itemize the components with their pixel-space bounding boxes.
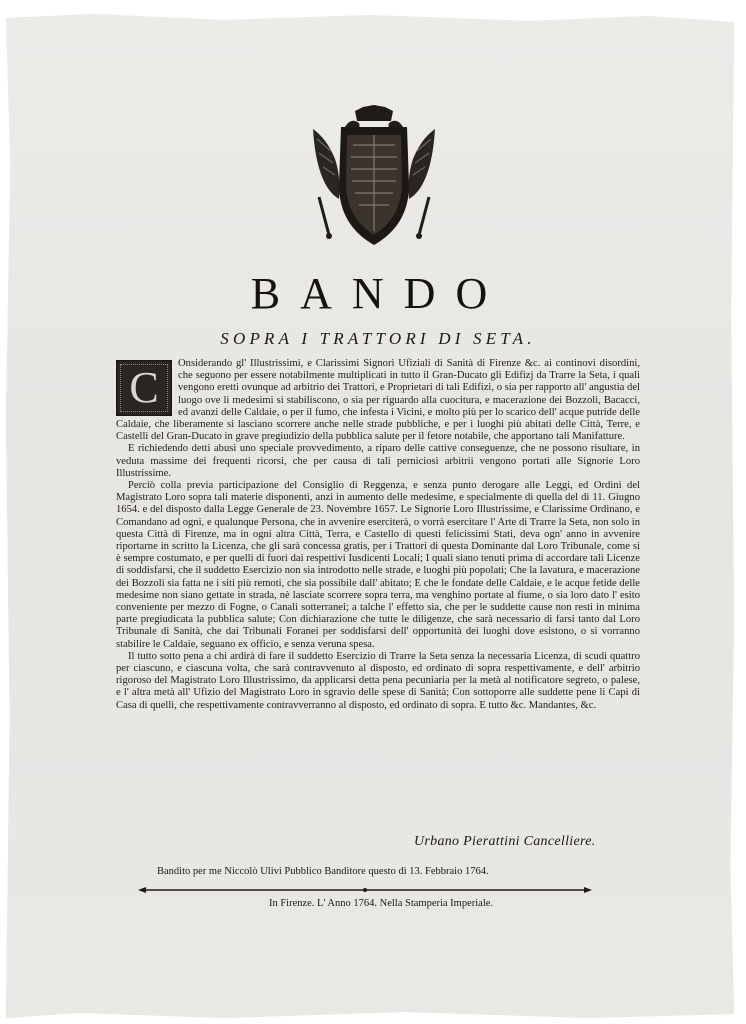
decorated-initial xyxy=(116,360,172,416)
proclamation-title: BANDO xyxy=(250,269,508,318)
initial-letter: C xyxy=(129,363,159,412)
proclamation-body xyxy=(116,358,640,712)
paragraph-richiedendo: E richiedendo detti abusi uno speciale provvedimento, a riparo delle cattive conseguenze, che ne possono risultare, in veduta massime dei frequenti ricorsi, che per causa di tali perniciosi arbitrii vengono portati alle Signorie Loro Illustrissime. xyxy=(116,443,640,479)
proclaimer-line: Bandito per me Niccolò Ulivi Pubblico Banditore questo dì 13. Febbraio 1764. xyxy=(157,866,489,877)
coat-of-arms-emblem xyxy=(305,105,443,250)
proclamation-subtitle: SOPRA I TRATTORI DI SETA. xyxy=(220,329,536,348)
paragraph-percio: Perciò colla previa participazione del Consiglio di Reggenza, e senza punto derogare alle Leggi, ed Ordini del Magistrato Loro sopra tali materie disponenti, anzi in aumento delle medesime, e specialmente di quella del dì 11. Giugno 1654. e del disposto dalla Legge Generale de 23. Novembre 1657. Le Signorie Loro Illustrissime, e Clarissime Ordinano, e Comandano ad ogni, e qualunque Persona, che in avvenire eserciterà, o vorrà esercitare l' Arte di Trarre la Seta, non solo in questa Città di Firenze, ma in ogni altra Città, Terra, e Castello di questi felicissimi Stati, deva ogn' anno in avvenire riportarne in scritto la Licenza, che gli sarà concessa gratis, per i Trattori di questa Dominante dal Loro Tribunale, come si è sempre costumato, e per quelli di fuori dai respettivi Iusdicenti Locali; I quali siano tenuti prima di accordare tali Licenze di soddisfarsi, che il suddetto Esercizio non sia introdotto nelle strade, e luoghi più popolati; Che la lavatura, e macerazione dei Bozzoli sia fatta ne i siti più remoti, che sia possibile dall' abitato; E che le fondate delle Caldaie, e le acque fetide delle medesime non siano gettate in strada, nè lasciate scorrere sopra terra, ma venghino portate al fiume, o sia loro dato l' esito conveniente per mezzo di Fogne, o Canali sotterranei; a talche l' effetto sia, che per le suddette cause non resti in minima parte pregiudicata la pubblica salute; Con dichiarazione che tutte le diligenze, che sarà necessario di farsi tanto dal Loro Tribunale di Sanità, che dai Tribunali Foranei per soddisfarsi dell' opportunità dei luoghi dove esistono, o si vorranno stabilire le Caldaie, seguano ex officio, e senza veruna spesa. xyxy=(116,480,640,650)
chancellor-signature: Urbano Pierattini Cancelliere. xyxy=(414,834,596,849)
paragraph-considerando: Onsiderando gl' Illustrissimi, e Clarissimi Signori Ufiziali di Sanità di Firenze &c. ai continovi disordini, che seguono per essere notabilmente multiplicati in tutto il Gran-Ducato gli Edifizj da Trarre la Seta, i quali vengono eretti ovunque ad arbitrio dei Trattori, e Proprietari di tali Edifizi, o sia per rapporto all' angustia del luogo ove li medesimi si stabiliscono, o sia per riguardo alla cuocitura, e macerazione dei Bozzoli, Bacacci, ed avanzi delle Caldaie, o per il fumo, che infesta i Vicini, e molto più per lo scarico dell' acque putride delle Caldaie, che liberamente si lasciano scorrere anche nelle strade pubbliche, e per i luoghi più abitati delle Città, Terre, e Castelli del Gran-Ducato in grave pregiudizio della pubblica salute per il fetore notabile, che apportano tali Manifatture. xyxy=(116,358,640,443)
decorative-rule xyxy=(138,886,592,894)
paragraph-penalty: Il tutto sotto pena a chi ardirà di fare il suddetto Esercizio di Trarre la Seta senza la necessaria Licenza, di scudi quattro per ciascuno, e ciascuna volta, che sarà contravvenuto al disposto, ed ordinato di sopra respettivamente, e dell' arbitrio rigoroso del Magistrato Loro Illustrissimo, da applicarsi detta pena pecuniaria per la metà al notificatore segreto, o palese, e l' altra metà all' Ufizio del Magistrato Loro in sgravio delle spese di Sanità; Con sottoporre alle suddette pene li Capi di Casa di quelli, che respettivamente contravverranno al disposto, ed ordinato di sopra. E tutto &c. Mandantes, &c. xyxy=(116,650,640,711)
printer-imprint: In Firenze. L' Anno 1764. Nella Stamperia Imperiale. xyxy=(268,898,494,909)
